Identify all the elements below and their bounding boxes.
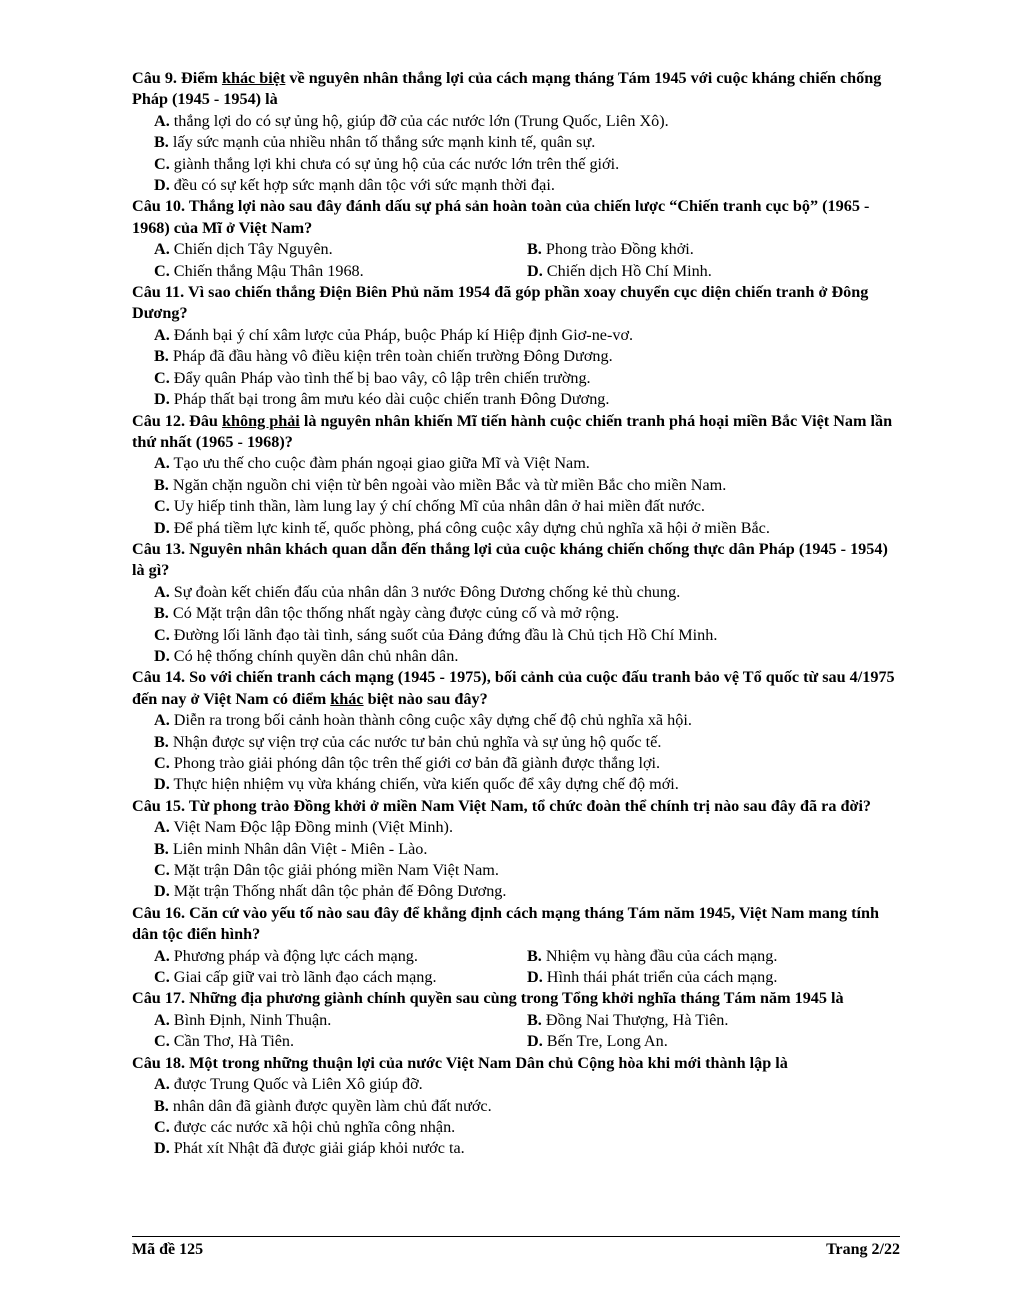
- question-stem: [132, 1053, 900, 1074]
- option-key: B.: [154, 604, 169, 623]
- question-block: [132, 903, 900, 989]
- question-text: về nguyên nhân thắng lợi của cách mạng tháng Tám 1945 với cuộc kháng chiến chống Pháp (1945 - 1954) là: [132, 69, 882, 109]
- option-key: C.: [154, 625, 170, 644]
- question-stem: [132, 282, 900, 325]
- option-key: A.: [154, 582, 170, 601]
- answer-option: [132, 710, 900, 731]
- option-text: Để phá tiềm lực kinh tế, quốc phòng, phá công cuộc xây dựng chủ nghĩa xã hội ở miền Bắc.: [169, 518, 770, 537]
- option-text: được các nước xã hội chủ nghĩa công nhận.: [169, 1117, 456, 1136]
- option-text: Có hệ thống chính quyền dân chủ nhân dân.: [169, 646, 459, 665]
- question-block: [132, 282, 900, 410]
- answer-option: [132, 732, 900, 753]
- option-key: C.: [154, 1117, 170, 1136]
- answer-option: [132, 1074, 900, 1095]
- option-row: [132, 946, 900, 967]
- question-text: biệt nào sau đây?: [363, 689, 488, 708]
- option-text: Uy hiếp tinh thần, làm lung lay ý chí chống Mĩ của nhân dân ở hai miền đất nước.: [169, 497, 705, 516]
- option-text: Chiến thắng Mậu Thân 1968.: [169, 261, 364, 280]
- answer-option: [132, 132, 900, 153]
- question-text: Một trong những thuận lợi của nước Việt Nam Dân chủ Cộng hòa khi mới thành lập là: [185, 1053, 788, 1072]
- answer-option: [154, 239, 527, 260]
- option-key: C.: [154, 154, 170, 173]
- question-text: So với chiến tranh cách mạng (1945 - 1975), bối cảnh của cuộc đấu tranh bảo vệ Tổ quốc từ sau 4/1975 đến nay ở Việt Nam có điểm: [132, 668, 895, 708]
- answer-option: [527, 967, 900, 988]
- option-text: Hình thái phát triển của cách mạng.: [542, 968, 778, 987]
- option-key: A.: [154, 818, 170, 837]
- option-key: D.: [154, 176, 170, 195]
- question-text: Nguyên nhân khách quan dẫn đến thắng lợi của cuộc kháng chiến chống thực dân Pháp (1945 - 1954) là gì?: [132, 539, 888, 580]
- option-row: [132, 1031, 900, 1052]
- option-key: B.: [154, 475, 169, 494]
- question-stem: [132, 667, 900, 710]
- answer-option: [154, 946, 527, 967]
- question-number: Câu 17.: [132, 989, 186, 1008]
- question-block: [132, 196, 900, 282]
- answer-option: [132, 817, 900, 838]
- question-block: [132, 667, 900, 795]
- answer-option: [132, 475, 900, 496]
- answer-option: [132, 839, 900, 860]
- answer-option: [132, 1096, 900, 1117]
- question-emphasis: khác: [330, 689, 364, 708]
- answer-option: [132, 111, 900, 132]
- question-block: [132, 796, 900, 903]
- option-key: B.: [154, 732, 169, 751]
- answer-option: [132, 625, 900, 646]
- option-text: Đồng Nai Thượng, Hà Tiên.: [541, 1010, 729, 1029]
- option-key: C.: [154, 261, 170, 280]
- answer-option: [154, 1010, 527, 1031]
- option-key: D.: [154, 775, 170, 794]
- exam-code: Mã đề 125: [132, 1241, 204, 1258]
- answer-option: [132, 881, 900, 902]
- option-text: đều có sự kết hợp sức mạnh dân tộc với sức mạnh thời đại.: [169, 176, 555, 195]
- answer-option: [527, 1031, 900, 1052]
- question-stem: [132, 903, 900, 946]
- answer-option: [527, 946, 900, 967]
- answer-option: [132, 325, 900, 346]
- answer-option: [132, 582, 900, 603]
- option-text: Bình Định, Ninh Thuận.: [169, 1010, 332, 1029]
- option-key: A.: [154, 454, 170, 473]
- option-text: thắng lợi do có sự ủng hộ, giúp đỡ của các nước lớn (Trung Quốc, Liên Xô).: [169, 111, 669, 130]
- answer-option: [132, 603, 900, 624]
- question-block: [132, 539, 900, 667]
- answer-option: [132, 860, 900, 881]
- answer-option: [132, 453, 900, 474]
- question-number: Câu 9.: [132, 69, 177, 87]
- option-row: [132, 967, 900, 988]
- exam-page-content: [132, 68, 900, 1160]
- option-key: D.: [154, 390, 170, 409]
- question-number: Câu 12.: [132, 411, 186, 430]
- option-key: C.: [154, 1032, 170, 1051]
- answer-option: [154, 1031, 527, 1052]
- question-text: Từ phong trào Đồng khởi ở miền Nam Việt Nam, tổ chức đoàn thể chính trị nào sau đây đã ra đời?: [185, 796, 872, 815]
- option-key: C.: [154, 368, 170, 387]
- option-text: Việt Nam Độc lập Đồng minh (Việt Minh).: [169, 818, 453, 837]
- question-emphasis: khác biệt: [221, 69, 286, 87]
- option-key: C.: [154, 968, 170, 987]
- option-key: C.: [154, 861, 170, 880]
- answer-option: [132, 774, 900, 795]
- option-key: B.: [154, 347, 169, 366]
- question-block: [132, 411, 900, 539]
- option-row: [132, 261, 900, 282]
- answer-option: [132, 346, 900, 367]
- option-text: lấy sức mạnh của nhiều nhân tố thắng sức mạnh kinh tế, quân sự.: [168, 133, 596, 152]
- question-block: [132, 988, 900, 1052]
- option-text: Đẩy quân Pháp vào tình thế bị bao vây, cô lập trên chiến trường.: [169, 368, 591, 387]
- option-text: Diễn ra trong bối cảnh hoàn thành công cuộc xây dựng chế độ chủ nghĩa xã hội.: [169, 711, 692, 730]
- answer-option: [527, 1010, 900, 1031]
- option-text: Pháp thất bại trong âm mưu kéo dài cuộc chiến tranh Đông Dương.: [169, 390, 610, 409]
- option-text: Cần Thơ, Hà Tiên.: [169, 1032, 295, 1051]
- question-stem: [132, 68, 900, 111]
- option-key: A.: [154, 325, 170, 344]
- question-stem: [132, 539, 900, 582]
- answer-option: [132, 518, 900, 539]
- option-row: [132, 239, 900, 260]
- option-key: D.: [527, 261, 543, 280]
- option-text: Phát xít Nhật đã được giải giáp khỏi nước ta.: [169, 1139, 465, 1158]
- option-text: nhân dân đã giành được quyền làm chủ đất nước.: [168, 1096, 492, 1115]
- option-key: B.: [527, 946, 542, 965]
- question-text: Đâu: [185, 411, 222, 430]
- question-number: Câu 13.: [132, 539, 186, 558]
- question-number: Câu 10.: [132, 197, 186, 216]
- option-text: Sự đoàn kết chiến đấu của nhân dân 3 nước Đông Dương chống kẻ thù chung.: [169, 582, 681, 601]
- answer-option: [132, 753, 900, 774]
- answer-option: [154, 967, 527, 988]
- option-text: Giai cấp giữ vai trò lãnh đạo cách mạng.: [169, 968, 437, 987]
- option-key: D.: [527, 1032, 543, 1051]
- question-number: Câu 18.: [132, 1053, 186, 1072]
- option-text: Đánh bại ý chí xâm lược của Pháp, buộc Pháp kí Hiệp định Giơ-ne-vơ.: [169, 325, 634, 344]
- answer-option: [132, 389, 900, 410]
- question-emphasis: không phải: [221, 411, 300, 430]
- option-key: A.: [154, 946, 170, 965]
- option-text: Liên minh Nhân dân Việt - Miên - Lào.: [168, 839, 428, 858]
- option-text: Phương pháp và động lực cách mạng.: [169, 946, 418, 965]
- option-key: B.: [527, 1010, 542, 1029]
- option-text: Đường lối lãnh đạo tài tình, sáng suốt của Đảng đứng đầu là Chủ tịch Hồ Chí Minh.: [169, 625, 718, 644]
- question-number: Câu 14.: [132, 668, 186, 687]
- question-text: Căn cứ vào yếu tố nào sau đây để khẳng định cách mạng tháng Tám năm 1945, Việt Nam mang tính dân tộc điển hình?: [132, 903, 879, 944]
- answer-option: [132, 1138, 900, 1159]
- option-key: D.: [527, 968, 543, 987]
- option-key: A.: [154, 111, 170, 130]
- option-key: C.: [154, 754, 170, 772]
- answer-option: [132, 175, 900, 196]
- question-stem: [132, 196, 900, 239]
- option-key: D.: [154, 646, 170, 665]
- option-key: D.: [154, 518, 170, 537]
- question-text: Thắng lợi nào sau đây đánh dấu sự phá sản hoàn toàn của chiến lược “Chiến tranh cục bộ” (1965 - 1968) của Mĩ ở Việt Nam?: [132, 197, 870, 237]
- question-stem: [132, 988, 900, 1009]
- option-text: Nhận được sự viện trợ của các nước tư bản chủ nghĩa và sự ủng hộ quốc tế.: [168, 732, 662, 751]
- question-number: Câu 15.: [132, 796, 186, 815]
- option-text: giành thắng lợi khi chưa có sự ủng hộ của các nước lớn trên thế giới.: [169, 154, 620, 173]
- question-text: Những địa phương giành chính quyền sau cùng trong Tổng khởi nghĩa tháng Tám năm 1945 là: [185, 989, 844, 1008]
- option-text: Chiến dịch Hồ Chí Minh.: [542, 261, 712, 280]
- answer-option: [132, 368, 900, 389]
- option-text: Có Mặt trận dân tộc thống nhất ngày càng được củng cố và mở rộng.: [168, 604, 620, 623]
- option-key: A.: [154, 240, 170, 259]
- option-key: B.: [154, 839, 169, 858]
- question-stem: [132, 796, 900, 817]
- question-block: [132, 68, 900, 196]
- option-text: Phong trào Đồng khởi.: [541, 240, 694, 259]
- question-text: Vì sao chiến thắng Điện Biên Phủ năm 1954 đã góp phần xoay chuyển cục diện chiến tranh ở Đông Dương?: [132, 283, 869, 323]
- option-key: B.: [527, 240, 542, 259]
- answer-option: [154, 261, 527, 282]
- answer-option: [527, 261, 900, 282]
- option-text: Phong trào giải phóng dân tộc trên thế giới cơ bản đã giành được thắng lợi.: [169, 754, 661, 772]
- option-text: Mặt trận Dân tộc giải phóng miền Nam Việt Nam.: [169, 861, 499, 880]
- option-key: C.: [154, 497, 170, 516]
- footer-divider: [132, 1236, 900, 1237]
- option-text: Bến Tre, Long An.: [542, 1032, 668, 1051]
- option-row: [132, 1010, 900, 1031]
- option-key: B.: [154, 1096, 169, 1115]
- answer-option: [132, 1117, 900, 1138]
- option-text: Nhiệm vụ hàng đầu của cách mạng.: [541, 946, 778, 965]
- question-number: Câu 11.: [132, 283, 185, 302]
- question-number: Câu 16.: [132, 903, 186, 922]
- option-key: D.: [154, 1139, 170, 1158]
- option-text: Tạo ưu thế cho cuộc đàm phán ngoại giao giữa Mĩ và Việt Nam.: [169, 454, 590, 473]
- question-text: là nguyên nhân khiến Mĩ tiến hành cuộc chiến tranh phá hoại miền Bắc Việt Nam lần thứ nhất (1965 - 1968)?: [132, 411, 893, 451]
- answer-option: [132, 154, 900, 175]
- question-stem: [132, 411, 900, 454]
- option-text: Thực hiện nhiệm vụ vừa kháng chiến, vừa kiến quốc để xây dựng chế độ mới.: [169, 775, 679, 794]
- option-key: A.: [154, 1010, 170, 1029]
- option-key: A.: [154, 1075, 170, 1094]
- option-text: Pháp đã đầu hàng vô điều kiện trên toàn chiến trường Đông Dương.: [168, 347, 613, 366]
- option-text: được Trung Quốc và Liên Xô giúp đỡ.: [169, 1075, 423, 1094]
- answer-option: [132, 496, 900, 517]
- question-block: [132, 1053, 900, 1160]
- option-text: Chiến dịch Tây Nguyên.: [169, 240, 333, 259]
- question-text: Điểm: [176, 69, 222, 87]
- answer-option: [132, 646, 900, 667]
- option-text: Mặt trận Thống nhất dân tộc phản đế Đông Dương.: [169, 882, 507, 901]
- option-text: Ngăn chặn nguồn chi viện từ bên ngoài vào miền Bắc và từ miền Bắc cho miền Nam.: [168, 475, 727, 494]
- page-number: Trang 2/22: [826, 1241, 900, 1258]
- answer-option: [527, 239, 900, 260]
- option-key: B.: [154, 133, 169, 152]
- option-key: D.: [154, 882, 170, 901]
- option-key: A.: [154, 711, 170, 730]
